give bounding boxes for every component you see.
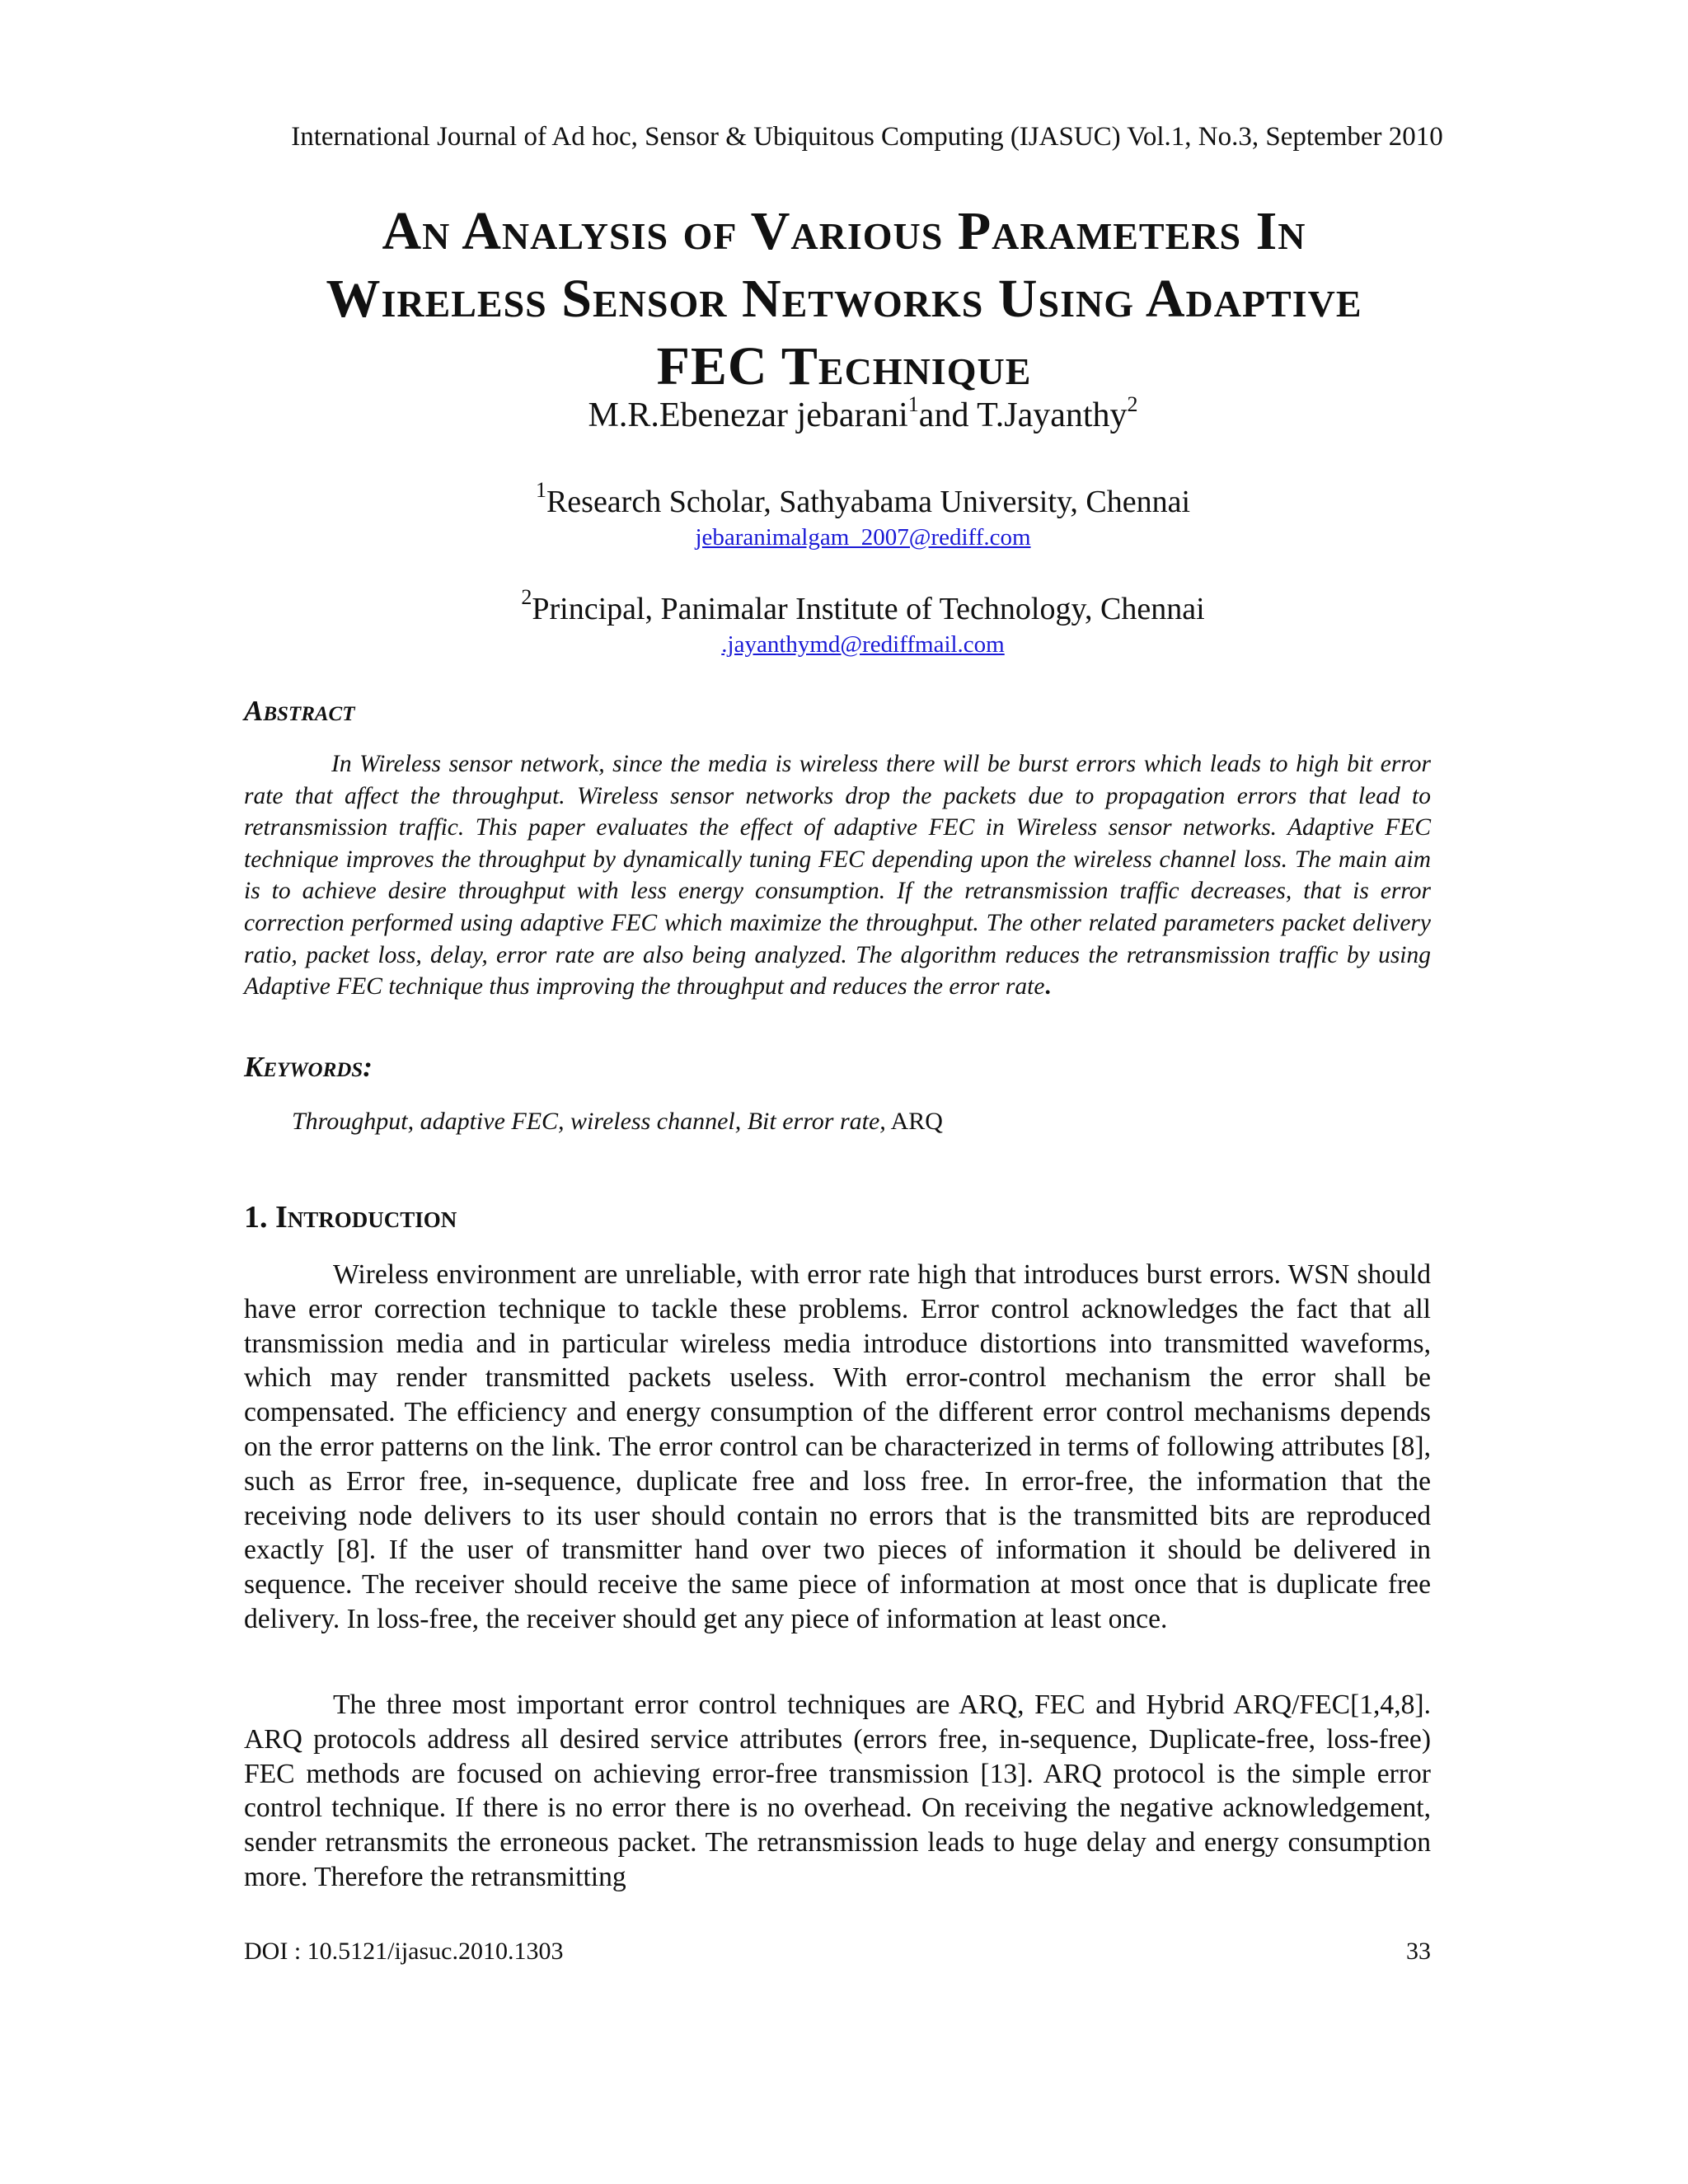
author-list	[0, 394, 1688, 437]
introduction-heading: 1. Introduction	[244, 1200, 457, 1235]
affiliation-1-email-link[interactable]: jebaranimalgam_2007@rediff.com	[695, 524, 1031, 551]
abstract-end-mark: .	[1044, 973, 1051, 1001]
keywords-plain: ARQ	[885, 1108, 943, 1135]
affiliation-2-email-link[interactable]: .jayanthymd@rediffmail.com	[721, 631, 1005, 658]
title-line-1: An Analysis of Various Parameters In	[382, 201, 1306, 261]
affiliation-2-mark: 2	[521, 585, 532, 609]
affiliation-1-text: Research Scholar, Sathyabama University, Chennai	[546, 485, 1191, 519]
footer-doi: DOI : 10.5121/ijasuc.2010.1303	[244, 1938, 564, 1965]
author-1-affiliation-mark: 1	[907, 392, 919, 416]
keywords-list	[292, 1106, 943, 1137]
abstract-heading: Abstract	[244, 695, 355, 727]
affiliation-2-text: Principal, Panimalar Institute of Technology, Chennai	[532, 592, 1205, 626]
introduction-paragraph-1: Wireless environment are unreliable, with error rate high that introduces burst errors. WSN should have error correction technique to tackle these problems. Error control acknowledges the fact that all transmission media and in particular wireless media introduce distortions into transmitted waveforms, which may render transmitted packets useless. With error-control mechanism the error shall be compensated. The efficiency and energy consumption of the different error control mechanisms depends on the error patterns on the link. The error control can be characterized in terms of following attributes [8], such as Error free, in-sequence, duplicate free and loss free. In error-free, the information that the receiving node delivers to its user should contain no errors that is the transmitted bits are reproduced exactly [8]. If the user of transmitter hand over two pieces of information it should be delivered in sequence. The receiver should receive the same piece of information at most once that is duplicate free delivery. In loss-free, the receiver should get any piece of information at least once.	[244, 1259, 1431, 1634]
abstract-text: In Wireless sensor network, since the media is wireless there will be burst errors which leads to high bit error rate that affect the throughput. Wireless sensor networks drop the packets due to propagation errors that lead to retransmission traffic. This paper evaluates the effect of adaptive FEC in Wireless sensor networks. Adaptive FEC technique improves the throughput by dynamically tuning FEC depending upon the wireless channel loss. The main aim is to achieve desire throughput with less energy consumption. If the retransmission traffic decreases, that is error correction performed using adaptive FEC which maximize the throughput. The other related parameters packet delivery ratio, packet loss, delay, error rate are also being analyzed. The algorithm reduces the retransmission traffic by using Adaptive FEC technique thus improving the throughput and reduces the error rate	[244, 751, 1431, 1001]
title-line-2: Wireless Sensor Networks Using Adaptive	[326, 269, 1362, 329]
keywords-italic: Throughput, adaptive FEC, wireless channel, Bit error rate,	[292, 1108, 886, 1135]
running-header: International Journal of Ad hoc, Sensor & Ubiquitous Computing (IJASUC) Vol.1, No.3, September 2010	[291, 122, 1443, 152]
keywords-heading: Keywords:	[244, 1051, 373, 1083]
affiliation-1	[0, 478, 1688, 521]
introduction-paragraph-2: The three most important error control techniques are ARQ, FEC and Hybrid ARQ/FEC[1,4,8]. ARQ protocols address all desired service attributes (errors free, in-sequence, Duplicate-free, loss-free) FEC methods are focused on achieving error-free transmission [13]. ARQ protocol is the simple error control technique. If there is no error there is no overhead. On receiving the negative acknowledgement, sender retransmits the erroneous packet. The retransmission leads to huge delay and energy consumption more. Therefore the retransmitting	[244, 1690, 1431, 1892]
author-1-name: M.R.Ebenezar jebarani	[588, 396, 908, 434]
author-2-affiliation-mark: 2	[1127, 392, 1138, 416]
title-line-3: FEC Technique	[656, 336, 1032, 396]
affiliation-1-mark: 1	[535, 478, 546, 502]
paper-title	[247, 198, 1441, 401]
footer-page-number: 33	[1406, 1938, 1431, 1965]
abstract-body	[244, 748, 1431, 1003]
author-2-name: and T.Jayanthy	[918, 396, 1128, 434]
affiliation-2	[0, 585, 1688, 628]
